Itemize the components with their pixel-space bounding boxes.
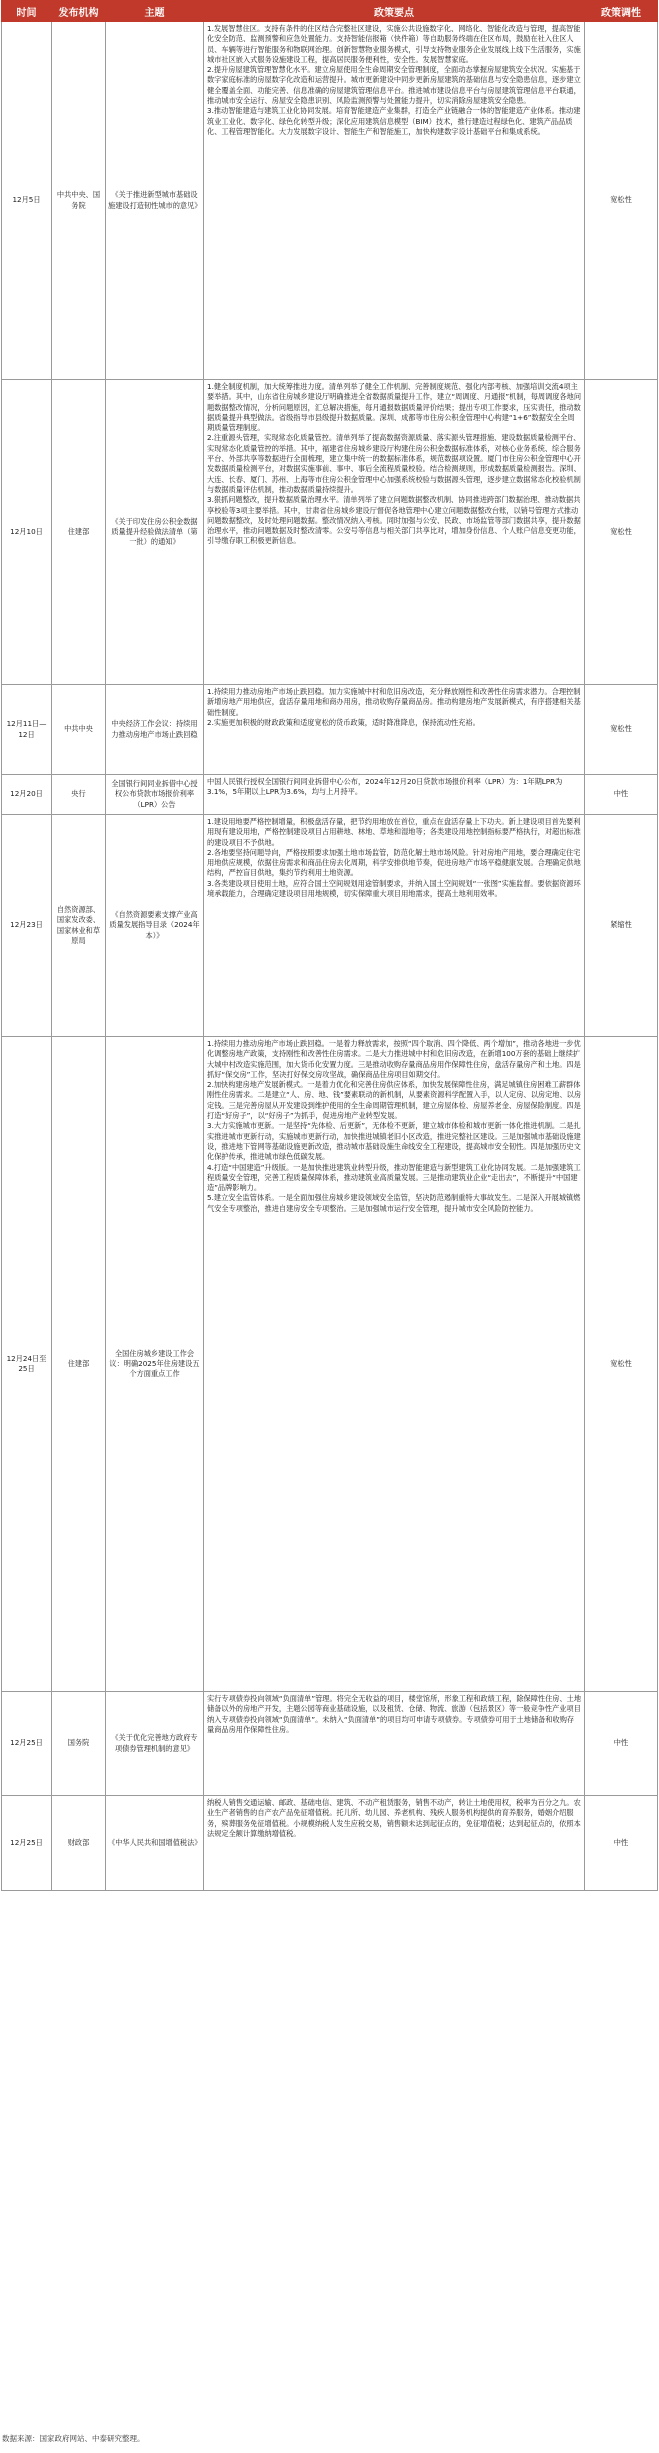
table-row xyxy=(2,685,658,775)
cell-stance: 宽松性 xyxy=(585,685,658,775)
point-text: 5.建立安全监管体系。一是全面加强住房城乡建设领域安全监管，坚决防范遏制重特大事故发生。二是深入开展城镇燃气安全专项整治，推进自建房安全专项整治。三是加强城市运行安全管理，提升城市安全风险防控能力。 xyxy=(207,1193,581,1213)
point-text: 2.实施更加积极的财政政策和适度宽松的货币政策，适时降准降息，保持流动性充裕。 xyxy=(207,717,480,727)
cell-agency: 财政部 xyxy=(52,1796,106,1891)
point-text: 1.发展智慧住区。支持有条件的住区结合完整社区建设，实施公共设施数字化、网络化、智能化改造与管理，提高智能化安全防范、监测预警和应急处置能力。支持智能信报箱（快件箱）等自助服务终端在住区布局，鼓励在社入住区人员、车辆等进行智能服务和物联网治理。创新智慧物业服务模式，引导支持物业服务企业发展线上线下生活服务，实施城市社区嵌入式服务设施建设工程，提高居民服务便利性，安全性。发展智慧家庭。 xyxy=(207,24,581,64)
point-text: 2.提升房屋建筑管理智慧化水平。建立房屋使用全生命周期安全管理制度，全面动态掌握房屋建筑安全状况。实施基于数字家庭标准的房屋数字化改造和运营提升。城市更新建设中同步更新房屋建筑的基础信息与安全隐患信息，逐步建立健全覆盖全面、功能完善、信息准确的房屋建筑管理信息平台。推进城市建设信息平台与房屋建筑管理信息平台联通，推动城市安全运行、房屋安全隐患识别、风险监测预警与处置能力提升，切实消除房屋建筑安全隐患。 xyxy=(207,65,581,106)
cell-topic: 《关于优化完善地方政府专项债券管理机制的意见》 xyxy=(106,1692,204,1796)
cell-agency: 中共中央 xyxy=(52,685,106,775)
policy-table xyxy=(1,0,658,1891)
cell-agency: 国务院 xyxy=(52,1692,106,1796)
cell-points xyxy=(204,1037,585,1692)
cell-time: 12月20日 xyxy=(2,775,52,815)
cell-time: 12月5日 xyxy=(2,22,52,380)
table-row xyxy=(2,1692,658,1796)
cell-topic: 全国银行间同业拆借中心授权公布贷款市场报价利率（LPR）公告 xyxy=(106,775,204,815)
cell-stance: 紧缩性 xyxy=(585,815,658,1037)
cell-stance: 宽松性 xyxy=(585,22,658,380)
header-points: 政策要点 xyxy=(204,1,585,22)
table-row xyxy=(2,1796,658,1891)
cell-stance: 宽松性 xyxy=(585,380,658,685)
header-topic: 主题 xyxy=(106,1,204,22)
table-row xyxy=(2,22,658,380)
point-text: 2.注重源头管理，实现常态化质量管控。清单列举了提高数据资源质量、落实源头管理措施、建设数据质量检测平台、实现常态化质量管控的举措。其中，福建省住房城乡建设厅构建住房公积金数据标准体系，对核心业务系统、综合服务平台、外部共享等数据进行全面梳理，建立集中统一的数据标准体系，规范数据项设置。厦门市住房公积金管理中心开发数据质量检测平台，对数据实施事前、事中、事后全流程质量校验。结合检测规则，形成数据质量检测报告。深圳、大连、长春、厦门、苏州、上海等市住房公积金管理中心加强系统校验与数据源头管理，逐步建立数据常态化校验机制与数据质量评估机制，推动数据质量持续提升。 xyxy=(207,433,581,494)
point-text: 1.持续用力推动房地产市场止跌回稳。一是着力释放需求，按照“四个取消、四个降低、两个增加”，推动各地进一步优化调整房地产政策，支持刚性和改善性住房需求。二是大力推进城中村和危旧房改造，在新增100万套的基础上继续扩大城中村改造实施范围，加大货币化安置力度。三是推动收购存量商品房用作保障性住房，盘活存量房产和土地。四是抓好“保交房”工作，坚决打好保交房攻坚战，确保商品住房项目如期交付。 xyxy=(207,1039,581,1079)
cell-time: 12月11日—12日 xyxy=(2,685,52,775)
cell-agency: 自然资源部、国家发改委、国家林业和草原局 xyxy=(52,815,106,1037)
point-text: 2.各地要坚持问题导向，严格按照要求加强土地市场监管，防范化解土地市场风险。针对房地产用地，要合理确定住宅用地供应规模，依据住房需求和商品住房去化周期，科学安排供地节奏，促进房地产市场平稳健康发展。合理确定供地结构，严控盲目供地，集约节约利用土地资源。 xyxy=(207,847,581,878)
header-stance: 政策调性 xyxy=(585,1,658,22)
cell-topic: 《关于印发住房公积金数据质量提升经验做法清单（第一批）的通知》 xyxy=(106,380,204,685)
table-row xyxy=(2,1037,658,1692)
header-time: 时间 xyxy=(2,1,52,22)
cell-points xyxy=(204,815,585,1037)
cell-topic: 《中华人民共和国增值税法》 xyxy=(106,1796,204,1891)
cell-time: 12月23日 xyxy=(2,815,52,1037)
cell-agency: 住建部 xyxy=(52,1037,106,1692)
table-row xyxy=(2,775,658,815)
cell-time: 12月25日 xyxy=(2,1692,52,1796)
point-text: 2.加快构建房地产发展新模式。一是着力优化和完善住房供应体系，加快发展保障性住房，满足城镇住房困难工薪群体刚性住房需求。二是建立“人、房、地、钱”要素联动的新机制，从要素资源科学配置入手，以人定房、以房定地、以房定钱。三是完善房屋从开发建设到维护使用的全生命周期管理机制，建立房屋体检、房屋养老金、房屋保险制度。四是打造“好房子”，以“好房子”为抓手，促进房地产业转型发展。 xyxy=(207,1080,582,1121)
table-row xyxy=(2,815,658,1037)
point-text: 3.狠抓问题整改，提升数据质量治理水平。清单列举了建立问题数据整改机制、协同推进跨部门数据治理、推动数据共享校验等3项主要举措。其中，甘肃省住房城乡建设厅督促各地管理中心建立问题数据整改台账，以销号管理方式推动问题数据整改，及时处理问题数据。整改情况纳入考核。同时加强与公安、民政、市场监管等部门数据共享，提升数据治理水平，推动问题数据及时整改清零。公安号等信息与相关部门共享比对，增加身份信息、个人账户信息变更功能，引导缴存职工积极更新信息。 xyxy=(207,495,581,546)
cell-points xyxy=(204,1692,585,1796)
cell-points xyxy=(204,775,585,815)
cell-points xyxy=(204,22,585,380)
cell-agency: 央行 xyxy=(52,775,106,815)
point-text: 1.持续用力推动房地产市场止跌回稳。加力实施城中村和危旧房改造，充分释放刚性和改善性住房需求潜力。合理控制新增房地产用地供应，盘活存量用地和商办用房，推动收购存量商品房。推动构建房地产发展新模式，有序搭建相关基础性制度。 xyxy=(207,687,581,717)
cell-stance: 宽松性 xyxy=(585,1037,658,1692)
point-text: 3.推动智能建造与建筑工业化协同发展。培育智能建造产业集群，打造全产业链融合一体的智能建造产业体系。推动建筑业工业化、数字化、绿色化转型升级；深化应用建筑信息模型（BIM）技术，推行建造过程绿色化、建筑产品品质化、工程管理智能化。大力发展数字设计、智能生产和智能施工，加快构建数字设计基础平台和集成系统。 xyxy=(207,106,581,136)
cell-agency: 住建部 xyxy=(52,380,106,685)
cell-stance: 中性 xyxy=(585,1796,658,1891)
point-text: 实行专项债券投向领域“负面清单”管理。将完全无收益的项目，楼堂馆所，形象工程和政绩工程，除保障性住房、土地储备以外的房地产开发，主题公园等商业基础设施，以及租赁、仓储、物流、旅游（包括景区）等一般竞争性产业项目纳入专项债券投向领域“负面清单”。未纳入“负面清单”的项目均可申请专项债券。专项债券可用于土地储备和收购存量商品房用作保障性住房。 xyxy=(207,1694,582,1734)
header-agency: 发布机构 xyxy=(52,1,106,22)
cell-stance: 中性 xyxy=(585,1692,658,1796)
point-text: 1.健全制度机制，加大统筹推进力度。清单列举了健全工作机制、完善制度规范、强化内部考核、加强培训交流4项主要举措。其中，山东省住房城乡建设厅明确推进全省数据质量提升工作，建立“周调度、月通报”机制，每周调度各地问题数据整改情况，分析问题原因，汇总解决措施，每月通报数据质量评价结果；提出专项工作要求，压实责任，推动数据质量提升典型做法。省级指导市县级提升数据质量。深圳、成都等市住房公积金管理中心构建“1+6”数据安全全周期质量管理制度。 xyxy=(207,382,582,433)
cell-stance: 中性 xyxy=(585,775,658,815)
point-text: 4.打造“中国建造”升级版。一是加快推进建筑业转型升级，推动智能建造与新型建筑工业化协同发展。二是加强建筑工程质量安全管理，完善工程质量保障体系，推动建筑业高质量发展。三是推动建筑业企业“走出去”，不断提升“中国建造”品牌影响力。 xyxy=(207,1162,581,1193)
point-text: 纳税人销售交通运输、邮政、基础电信、建筑、不动产租赁服务，销售不动产，转让土地使用权，税率为百分之九。农业生产者销售的自产农产品免征增值税。托儿所、幼儿园、养老机构、残疾人服务机构提供的育养服务，婚姻介绍服务，殡葬服务免征增值税。小规模纳税人发生应税交易，销售额未达到起征点的，免征增值税；达到起征点的，依照本法规定全额计算缴纳增值税。 xyxy=(207,1798,581,1838)
cell-time: 12月10日 xyxy=(2,380,52,685)
point-text: 中国人民银行授权全国银行间同业拆借中心公布，2024年12月20日贷款市场报价利率（LPR）为：1年期LPR为3.1%，5年期以上LPR为3.6%，均与上月持平。 xyxy=(207,777,563,797)
cell-topic: 全国住房城乡建设工作会议：明确2025年住房建设五个方面重点工作 xyxy=(106,1037,204,1692)
header-row xyxy=(2,1,658,22)
cell-points xyxy=(204,685,585,775)
cell-topic: 中央经济工作会议：持续用力推动房地产市场止跌回稳 xyxy=(106,685,204,775)
cell-points xyxy=(204,380,585,685)
cell-time: 12月25日 xyxy=(2,1796,52,1891)
table-row xyxy=(2,380,658,685)
cell-topic: 《关于推进新型城市基础设施建设打造韧性城市的意见》 xyxy=(106,22,204,380)
cell-agency: 中共中央、国务院 xyxy=(52,22,106,380)
cell-points xyxy=(204,1796,585,1891)
cell-topic: 《自然资源要素支撑产业高质量发展指导目录（2024年本）》 xyxy=(106,815,204,1037)
source-note: 数据来源：国家政府网站、中泰研究整理。 xyxy=(2,2434,145,2443)
point-text: 3.大力实施城市更新。一是坚持“先体检、后更新”，无体检不更新，建立城市体检和城市更新一体化推进机制。二是扎实推进城市更新行动，实施城市更新行动，加快推进城镇老旧小区改造，推进完整社区建设。三是加强城市基础设施建设，推进地下管网等基础设施更新改造，推动城市基础设施生命线安全工程建设，提高城市安全韧性。四是加强历史文化保护传承，推进城市绿色低碳发展。 xyxy=(207,1121,581,1162)
point-text: 3.各类建设项目使用土地，应符合国土空间规划用途管制要求，并纳入国土空间规划“一张图”实施监督。要依据资源环境承载能力，合理确定建设项目用地规模，切实保障重大项目用地需求，提高土地利用效率。 xyxy=(207,878,581,899)
point-text: 1.建设用地要严格控制增量，积极盘活存量，把节约用地放在首位，重点在盘活存量上下功夫。新上建设项目首先要利用现有建设用地，严格控制建设项目占用耕地、林地、草地和湿地等；各类建设用地控制指标要严格执行，对超出标准的建设项目不予供地。 xyxy=(207,817,581,847)
cell-time: 12月24日至25日 xyxy=(2,1037,52,1692)
